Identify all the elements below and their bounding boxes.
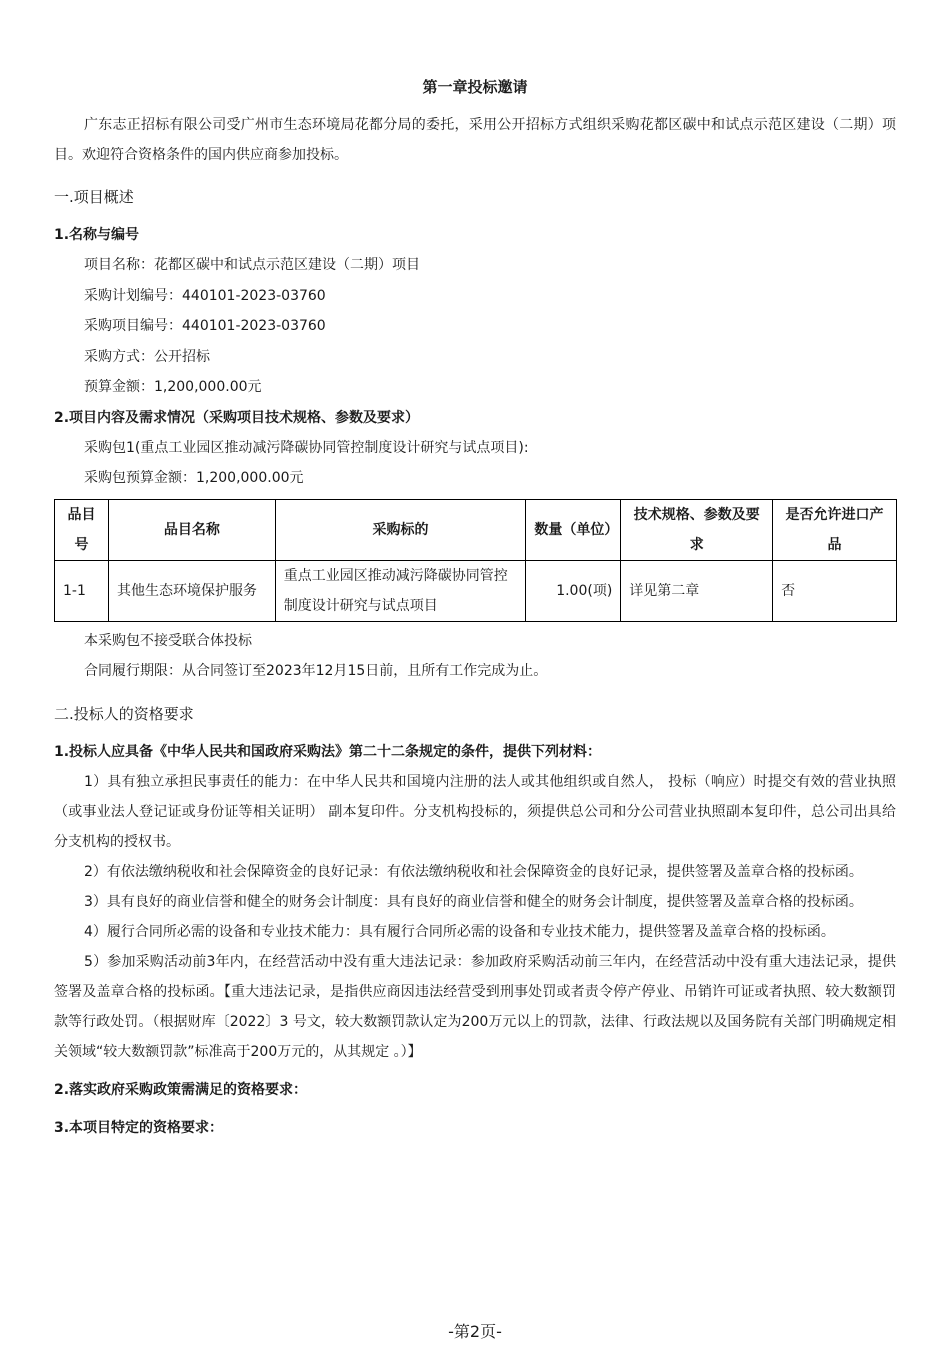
qualification-item-4: 4）履行合同所必需的设备和专业技术能力：具有履行合同所必需的设备和专业技术能力，提供签署及盖章合格的投标函。 xyxy=(84,923,835,940)
subheading-qualification-conditions: 1.投标人应具备《中华人民共和国政府采购法》第二十二条规定的条件，提供下列材料： xyxy=(54,743,602,760)
chapter-title: 第一章投标邀请 xyxy=(422,78,528,96)
intro-paragraph: 广东志正招标有限公司受广州市生态环境局花都分局的委托，采用公开招标方式组织采购花都区碳中和试点示范区建设（二期）项目。欢迎符合资格条件的国内供应商参加投标。 xyxy=(54,117,896,163)
procurement-method-line: 采购方式：公开招标 xyxy=(84,348,210,365)
items-table xyxy=(54,499,897,622)
contract-period-note: 合同履行期限：从合同签订至2023年12月15日前，且所有工作完成为止。 xyxy=(84,663,548,679)
subheading-name-number: 1.名称与编号 xyxy=(54,227,140,243)
col-header-quantity: 数量（单位） xyxy=(526,499,621,560)
section-heading-overview: 一.项目概述 xyxy=(54,188,134,206)
col-header-item-name: 品目名称 xyxy=(108,499,275,560)
cell-quantity: 1.00(项) xyxy=(526,560,621,621)
project-name-line: 项目名称：花都区碳中和试点示范区建设（二期）项目 xyxy=(84,257,420,273)
plan-number-line: 采购计划编号：440101-2023-03760 xyxy=(84,287,326,304)
cell-spec: 详见第二章 xyxy=(621,560,773,621)
cell-subject: 重点工业园区推动减污降碳协同管控制度设计研究与试点项目 xyxy=(275,560,526,621)
col-header-item-no: 品目号 xyxy=(55,499,109,560)
table-header-row xyxy=(55,499,897,560)
qualification-item-2: 2）有依法缴纳税收和社会保障资金的良好记录：有依法缴纳税收和社会保障资金的良好记录，提供签署及盖章合格的投标函。 xyxy=(84,863,863,880)
budget-line: 预算金额：1,200,000.00元 xyxy=(84,379,262,395)
consortium-note: 本采购包不接受联合体投标 xyxy=(84,632,252,649)
project-number-line: 采购项目编号：440101-2023-03760 xyxy=(84,318,326,334)
table-row xyxy=(55,560,897,621)
col-header-spec: 技术规格、参数及要求 xyxy=(621,499,773,560)
cell-item-name: 其他生态环境保护服务 xyxy=(108,560,275,621)
col-header-import: 是否允许进口产品 xyxy=(773,499,897,560)
cell-import: 否 xyxy=(773,560,897,621)
package-line: 采购包1(重点工业园区推动减污降碳协同管控制度设计研究与试点项目): xyxy=(84,439,529,456)
package-budget-line: 采购包预算金额：1,200,000.00元 xyxy=(84,470,304,486)
qualification-item-1: 1）具有独立承担民事责任的能力：在中华人民共和国境内注册的法人或其他组织或自然人， 投标（响应）时提交有效的营业执照（或事业法人登记证或身份证等相关证明） 副本复印件。分支机构投标的，须提供总公司和分公司营业执照副本复印件，总公司出具给分支机构的授权书。 xyxy=(54,773,896,850)
col-header-subject: 采购标的 xyxy=(275,499,526,560)
qualification-item-5: 5）参加采购活动前3年内，在经营活动中没有重大违法记录：参加政府采购活动前三年内，在经营活动中没有重大违法记录，提供签署及盖章合格的投标函。【重大违法记录，是指供应商因违法经营受到刑事处罚或者责令停产停业、吊销许可证或者执照、较大数额罚款等行政处罚。（根据财库〔2022〕3 号文，较大数额罚款认定为200万元以上的罚款，法律、行政法规以及国务院有关部门明确规定相关领域“较大数额罚款”标准高于200万元的，从其规定 。）】 xyxy=(54,953,896,1060)
document-body xyxy=(54,72,896,1143)
subheading-content-requirements: 2.项目内容及需求情况（采购项目技术规格、参数及要求） xyxy=(54,409,420,426)
subheading-specific-requirements: 3.本项目特定的资格要求： xyxy=(54,1119,224,1136)
section-heading-qualifications: 二.投标人的资格要求 xyxy=(54,704,194,723)
subheading-policy-requirements: 2.落实政府采购政策需满足的资格要求： xyxy=(54,1081,308,1098)
qualification-item-3: 3）具有良好的商业信誉和健全的财务会计制度：具有良好的商业信誉和健全的财务会计制度，提供签署及盖章合格的投标函。 xyxy=(84,893,863,910)
page-number: -第2页- xyxy=(448,1322,502,1341)
cell-item-no: 1-1 xyxy=(55,560,109,621)
